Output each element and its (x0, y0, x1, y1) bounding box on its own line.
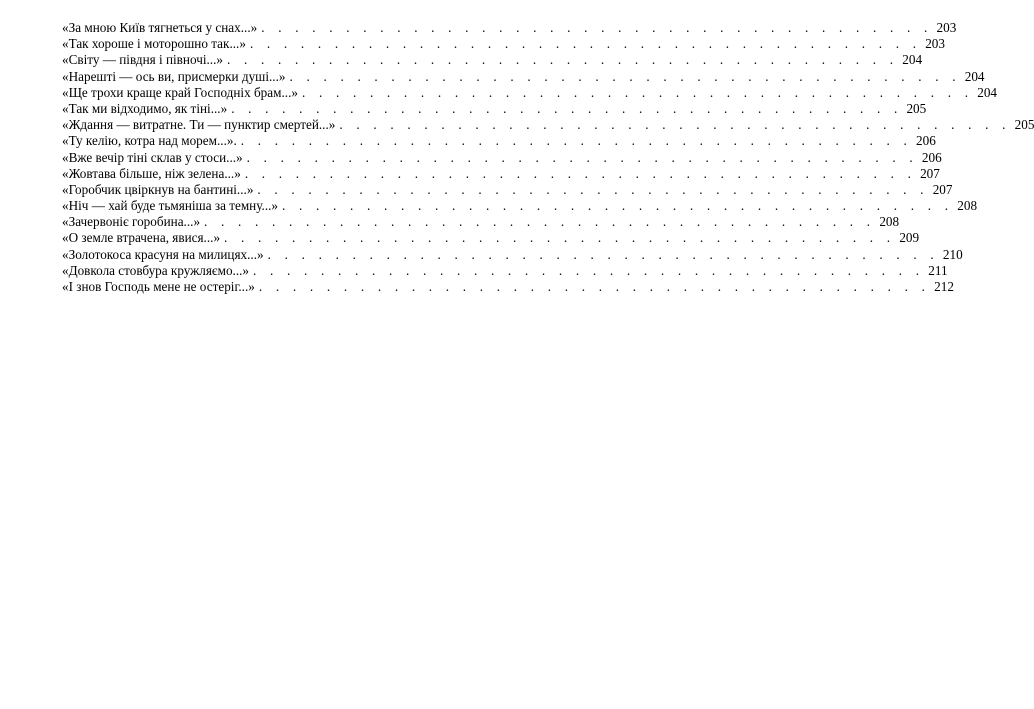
toc-dot-leader: . . . . . . . . . . . . . . . . . . . . . . . . . . . . . . . . . . . . . . . . (301, 84, 974, 100)
toc-entry (62, 36, 945, 52)
toc-dot-leader: . . . . . . . . . . . . . . . . . . . . . . . . . . . . . . . . . . . . . . . . (249, 36, 922, 52)
table-of-contents (62, 20, 1034, 295)
toc-entry-title: «Нарешті — ось ви, присмерки душі...» (62, 68, 286, 84)
toc-entry-page: 204 (977, 84, 998, 100)
toc-entry (62, 100, 927, 117)
toc-entry (62, 246, 963, 263)
toc-entry (62, 198, 978, 214)
toc-entry-page: 205 (906, 100, 927, 116)
toc-entry-title: «Горобчик цвіркнув на бантині...» (62, 181, 254, 197)
toc-dot-leader: . . . . . . . . . . . . . . . . . . . . . . . . . . . . . . . . . . . . . . . . (244, 165, 917, 181)
toc-entry-page: 208 (879, 214, 900, 230)
toc-entry-title: «Жовтава більше, ніж зелена...» (62, 165, 241, 181)
toc-entry (62, 214, 900, 230)
toc-entry-page: 212 (934, 279, 954, 294)
toc-entry-title: «Ждання — витратне. Ти — пунктир смертей...» (62, 117, 336, 133)
toc-dot-leader: . . . . . . . . . . . . . . . . . . . . . . . . . . . . . . . . . . . . . . . . (253, 262, 925, 278)
toc-dot-leader: . . . . . . . . . . . . . . . . . . . . . . . . . . . . . . . . . . . . . . . . (246, 149, 918, 165)
toc-entry-page: 209 (899, 230, 920, 246)
toc-entry-page: 207 (932, 181, 953, 197)
toc-entry (62, 262, 948, 279)
toc-entry (62, 117, 1034, 133)
toc-dot-leader: . . . . . . . . . . . . . . . . . . . . . . . . . . . . . . . . . . . . . . . . (231, 100, 903, 116)
toc-entry-page: 203 (925, 36, 945, 52)
toc-entry-title: «О земле втрачена, явися...» (62, 230, 221, 246)
toc-entry (62, 84, 998, 101)
toc-dot-leader: . . . . . . . . . . . . . . . . . . . . . . . . . . . . . . . . . . . . . . . . (257, 181, 929, 197)
toc-entry-page: 204 (902, 52, 923, 68)
toc-entry-title: «За мною Київ тягнеться у снах...» (62, 20, 258, 35)
toc-entry-title: «Ніч — хай буде тьмяніша за темну...» (62, 198, 279, 214)
toc-entry (62, 133, 936, 149)
toc-entry-title: «Довкола стовбура кружляємо...» (62, 262, 250, 278)
toc-entry-title: «І знов Господь мене не остеріг...» (62, 279, 255, 294)
toc-entry (62, 20, 957, 36)
toc-entry-page: 203 (936, 20, 957, 35)
toc-dot-leader: . . . . . . . . . . . . . . . . . . . . . . . . . . . . . . . . . . . . . . . . (224, 230, 896, 246)
toc-entry-page: 211 (928, 262, 948, 278)
toc-dot-leader: . . . . . . . . . . . . . . . . . . . . . . . . . . . . . . . . . . . . . . . . (204, 214, 876, 230)
toc-entry-title: «Так хороше і моторошно так...» (62, 36, 246, 52)
toc-entry-title: «Світу — півдня і півночі...» (62, 52, 223, 68)
toc-entry-title: «Золотокоса красуня на милицях...» (62, 246, 264, 262)
toc-entry-page: 205 (1014, 117, 1034, 133)
toc-entry-page: 210 (942, 246, 963, 262)
toc-entry (62, 230, 920, 246)
toc-entry (62, 279, 954, 295)
toc-entry-page: 206 (921, 149, 942, 165)
toc-entry (62, 68, 985, 85)
toc-dot-leader: . . . . . . . . . . . . . . . . . . . . . . . . . . . . . . . . . . . . . . . . (289, 68, 961, 84)
toc-entry (62, 181, 953, 198)
toc-entry (62, 165, 940, 182)
toc-entry-title: «Зачервоніє горобина...» (62, 214, 201, 230)
toc-entry (62, 149, 942, 166)
toc-dot-leader: . . . . . . . . . . . . . . . . . . . . . . . . . . . . . . . . . . . . . . . . (267, 246, 939, 262)
toc-dot-leader: . . . . . . . . . . . . . . . . . . . . . . . . . . . . . . . . . . . . . . . . (258, 279, 931, 294)
toc-entry-title: «Вже вечір тіні склав у стоси...» (62, 149, 243, 165)
toc-entry-title: «Ще трохи краще край Господніх брам...» (62, 84, 298, 100)
toc-entry-page: 208 (957, 198, 978, 214)
toc-dot-leader: . . . . . . . . . . . . . . . . . . . . . . . . . . . . . . . . . . . . . . . . (240, 133, 913, 149)
toc-dot-leader: . . . . . . . . . . . . . . . . . . . . . . . . . . . . . . . . . . . . . . . . (282, 198, 954, 214)
toc-entry-page: 204 (964, 68, 985, 84)
toc-entry-page: 207 (920, 165, 940, 181)
toc-entry-page: 206 (916, 133, 936, 149)
toc-entry-title: «Ту келію, котра над морем...». (62, 133, 237, 149)
toc-dot-leader: . . . . . . . . . . . . . . . . . . . . . . . . . . . . . . . . . . . . . . . . (339, 117, 1011, 133)
toc-entry-title: «Так ми відходимо, як тіні...» (62, 100, 228, 116)
toc-entry (62, 52, 923, 68)
toc-dot-leader: . . . . . . . . . . . . . . . . . . . . . . . . . . . . . . . . . . . . . . . . (261, 20, 933, 35)
toc-dot-leader: . . . . . . . . . . . . . . . . . . . . . . . . . . . . . . . . . . . . . . . . (227, 52, 899, 68)
